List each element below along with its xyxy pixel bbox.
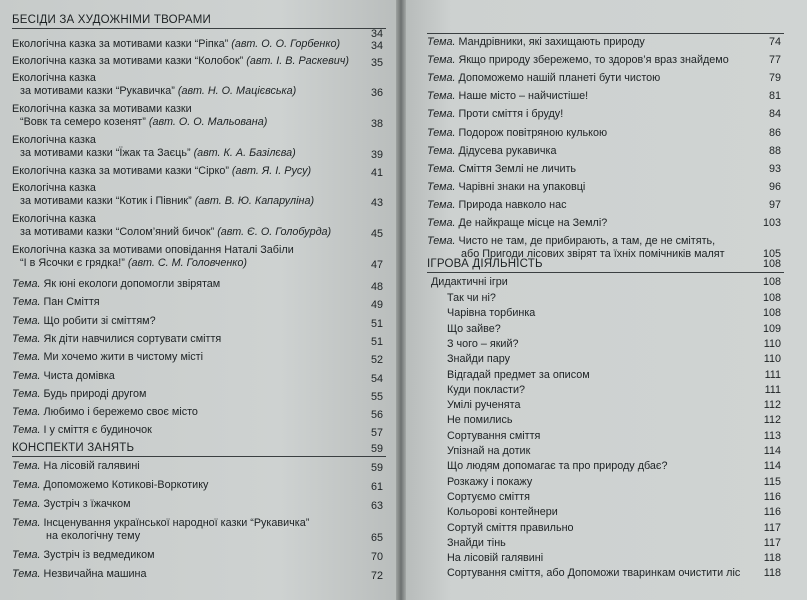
page-number: 57 [370,427,383,440]
entry-line [427,36,645,49]
toc-entry [427,72,660,85]
toc-entry [12,38,340,51]
entry-author: (авт. О. О. Мальована) [148,116,268,128]
page-number: 110 [763,337,781,350]
entry-text: за мотивами казки “Котик і Півник” (авт. В. Ю. Капаруліна) [20,195,315,207]
page-number: 86 [768,126,781,139]
page-number: 35 [370,57,383,69]
section-heading: ІГРОВА ДІЯЛЬНІСТЬ [427,258,543,270]
toc-entry [12,244,294,270]
page-number: 39 [370,149,383,161]
entry-author: (авт. О. О. Горбенко) [231,38,341,50]
entry-label: Тема. [12,479,41,491]
page-number: 79 [768,72,781,85]
page-number: 108 [762,276,781,288]
game-entry: Сортування сміття, або Допоможи тваринкам очистити ліс [447,567,741,580]
entry-text: Чисто не там, де прибирають, а там, де не смітять, [458,235,716,248]
entry-text: Чарівні знаки на упаковці [458,180,586,193]
page-number: 113 [763,429,781,442]
game-entry: Відгадай предмет за описом [447,368,590,381]
separator-line [427,272,784,273]
entry-author: (авт. Я. І. Русу) [231,165,312,177]
entry-text: Екологічна казка за мотивами казки “Колобок” (авт. І. В. Раскевич) [12,55,349,67]
entry-label: Тема. [12,332,41,345]
entry-text: на екологічну тему [46,530,141,542]
page-number: 59 [370,443,383,455]
entry-text: Проти сміття і бруду! [458,108,564,121]
toc-entry [12,498,131,511]
game-entry: Розкажу і покажу [447,475,533,488]
toc-entry [12,72,296,98]
entry-line [427,235,725,248]
entry-line [427,72,660,85]
entry-text: Будь природі другом [43,387,147,400]
entry-text: Допоможемо нашій планеті бути чистою [458,72,661,85]
entry-line [12,549,155,562]
separator-line [427,33,784,34]
toc-entry [12,370,115,383]
entry-line [427,54,729,67]
entry-text: “І в Ясочки є грядка!” (авт. С. М. Головченко) [20,257,248,269]
entry-author: (авт. І. В. Раскевич) [246,55,349,67]
entry-text: Екологічна казка [12,134,96,146]
page-number: 108 [762,292,781,304]
entry-text: Де найкраще місце на Землі? [458,217,608,229]
page-number: 116 [763,490,781,503]
toc-entry [12,517,309,543]
toc-entry [427,36,645,49]
game-entry: З чого – який? [447,337,519,350]
entry-label: Тема. [12,314,41,327]
game-entry: Сортуй сміття правильно [447,521,574,534]
page-number: 47 [370,259,383,271]
page-number: 55 [370,390,383,403]
entry-text: або Пригоди лісових звірят та їхніх помічників малят [461,248,725,261]
page-number: 112 [763,399,781,412]
toc-entry [427,90,588,103]
page-number: 65 [370,532,383,544]
entry-text: Екологічна казка за мотивами оповідання Наталі Забіли [12,244,294,256]
entry-label: Тема. [12,406,41,419]
entry-text: “Вовк та семеро козенят” (авт. О. О. Мальована) [20,116,268,128]
game-entry: Кольорові контейнери [447,506,558,519]
entry-line [12,479,208,492]
entry-line [12,517,309,530]
page-number: 36 [370,87,383,99]
section-heading: БЕСІДИ ЗА ХУДОЖНІМИ ТВОРАМИ [12,14,211,26]
book-gutter [396,0,406,600]
page-number: 108 [762,258,781,270]
page-number: 45 [370,228,383,240]
entry-text: за мотивами казки “Рукавичка” (авт. Н. О. Мацієвська) [20,85,297,97]
page-number: 118 [763,552,781,565]
entry-text: Ми хочемо жити в чистому місті [43,351,204,364]
entry-line [427,181,585,194]
toc-entry [12,182,314,208]
entry-line [427,90,588,103]
entry-text: за мотивами казки “Їжак та Заєць” (авт. К. А. Базілєва) [20,147,296,159]
game-entry: Що зайве? [447,322,501,335]
page-number: 117 [763,536,781,549]
entry-text: Любимо і бережемо своє місто [43,406,198,419]
toc-entry [427,54,729,67]
game-entry: Чарівна торбинка [447,307,536,320]
entry-label: Тема. [427,126,456,139]
page-number: 49 [370,299,383,312]
toc-entry [12,296,100,309]
separator-line [12,456,386,457]
entry-label: Тема. [427,144,456,157]
entry-label: Тема. [427,198,456,211]
page-number: 111 [764,368,781,381]
entry-text: Інсценування української народної казки “Рукавичка” [43,517,310,529]
page-number: 51 [370,335,383,348]
entry-line [427,108,563,121]
page-number: 114 [763,445,781,457]
game-entry: Що людям допомагає та про природу дбає? [447,460,668,473]
entry-text: Чиста домівка [43,369,115,382]
entry-text: Природа навколо нас [458,198,567,211]
game-entry: Знайди тінь [447,536,506,549]
separator-line [12,28,386,29]
entry-text: Як юні екологи допомогли звірятам [43,278,221,290]
toc-entry [12,549,155,562]
page-number: 34 [370,28,383,40]
page-number: 88 [768,144,781,157]
entry-author: (авт. В. Ю. Капаруліна) [194,195,315,207]
page-number: 108 [762,307,781,320]
game-entry: Так чи ні? [447,292,496,304]
entry-line [12,460,140,473]
toc-entry [12,479,208,492]
entry-text: за мотивами казки “Солом’яний бичок” (авт. Є. О. Голобурда) [20,226,332,238]
toc-entry [12,568,147,581]
page-number: 114 [763,460,781,473]
section-heading: КОНСПЕКТИ ЗАНЯТЬ [12,442,135,454]
entry-label: Тема. [427,180,456,193]
entry-author: (авт. К. А. Базілєва) [193,147,296,159]
toc-entry [427,199,567,212]
entry-text: Екологічна казка [12,72,96,84]
entry-label: Тема. [427,108,456,121]
game-entry: Не помились [447,414,513,427]
entry-text: Мандрівники, які захищають природу [458,36,645,48]
entry-line [427,199,567,212]
entry-label: Тема. [12,517,41,529]
page-number: 56 [370,409,383,422]
entry-label: Тема. [12,568,41,580]
page-number: 81 [768,90,781,103]
page-number: 105 [762,248,781,261]
toc-entry [427,127,607,140]
entry-text: І у сміття є будиночок [43,424,152,437]
toc-entry [12,103,267,129]
entry-label: Тема. [427,72,456,85]
entry-text: Як діти навчилися сортувати сміття [43,332,222,345]
toc-entry [12,165,311,178]
entry-text: Наше місто – найчистіше! [458,90,589,103]
toc-entry [12,278,220,291]
entry-label: Тема. [427,235,456,248]
page-number: 61 [370,481,383,493]
page-number: 74 [768,36,781,48]
entry-label: Тема. [12,351,41,364]
page-number: 118 [763,567,781,580]
entry-label: Тема. [12,296,41,309]
entry-text: На лісовій галявині [43,460,140,472]
entry-label: Тема. [12,278,41,290]
entry-line [427,127,607,140]
toc-entry [427,108,563,121]
entry-label: Тема. [12,498,41,510]
entry-author: (авт. С. М. Головченко) [127,257,248,269]
entry-line [427,217,607,230]
page-number: 116 [763,506,781,519]
entry-author: (авт. Н. О. Мацієвська) [177,85,297,97]
entry-text: Пан Сміття [43,296,100,309]
entry-text: Подорож повітряною кулькою [458,126,608,139]
entry-text: Зустріч з їжачком [43,498,131,510]
entry-text: Допоможемо Котикові-Воркотику [43,479,209,491]
page-number: 111 [764,383,781,396]
entry-label: Тема. [427,54,456,67]
game-entry: Сортування сміття [447,429,541,442]
page-number: 59 [370,462,383,474]
page-number: 54 [370,372,383,385]
entry-label: Тема. [12,369,41,382]
entry-author: (авт. Є. О. Голобурда) [217,226,332,238]
entry-text: Незвичайна машина [43,568,147,580]
entry-text: Екологічна казка [12,182,96,194]
entry-label: Тема. [427,36,456,48]
toc-entry [12,388,146,401]
right-page [403,0,807,600]
game-entry: Знайди пару [447,353,510,366]
game-entry: Умілі рученята [447,399,521,412]
entry-label: Тема. [12,387,41,400]
toc-entry [427,163,576,176]
page-number: 96 [768,180,781,193]
entry-label: Тема. [427,217,456,229]
toc-entry [12,315,156,328]
page-number: 110 [763,353,781,366]
entry-text: Екологічна казка за мотивами казки “Ріпка” (авт. О. О. Горбенко) [12,38,341,50]
toc-entry [12,351,203,364]
entry-text: Екологічна казка за мотивами казки [12,103,192,115]
entry-line [427,145,556,158]
page-number: 103 [762,217,781,229]
entry-label: Тема. [12,424,41,437]
page-number: 51 [370,317,383,330]
page-number: 109 [762,322,781,335]
toc-entry [12,460,140,473]
entry-text: Екологічна казка за мотивами казки “Сірко” (авт. Я. І. Русу) [12,165,312,177]
game-entry: На лісовій галявині [447,552,544,565]
toc-entry [12,213,331,239]
page-number: 41 [370,167,383,179]
entry-text: Сміття Землі не личить [458,162,577,175]
entry-line [12,568,147,581]
entry-label: Тема. [427,162,456,175]
page-number: 43 [370,197,383,209]
page-number: 117 [763,521,781,534]
game-entry: Сортуємо сміття [447,490,530,503]
page-number: 48 [370,281,383,293]
entry-text: Що робити зі сміттям? [43,314,156,327]
entry-label: Тема. [12,549,41,561]
page-number: 112 [763,414,781,427]
toc-entry [12,134,296,160]
entry-label: Тема. [12,460,41,472]
page-number: 115 [763,475,781,488]
page-number: 38 [370,118,383,130]
entry-text: Якщо природу збережемо, то здоров’я враз знайдемо [458,54,729,67]
entry-line [427,163,576,176]
page-number: 93 [768,162,781,175]
page-number: 70 [370,551,383,563]
game-entry: Куди покласти? [447,383,526,396]
left-page [0,0,399,600]
toc-entry [427,145,556,158]
toc-entry [12,406,198,419]
page-number: 84 [768,108,781,121]
entry-text: Зустріч із ведмедиком [43,549,155,561]
entry-text: Дідусева рукавичка [458,144,557,157]
entry-line [12,498,131,511]
page-number: 34 [370,40,383,52]
entry-label: Тема. [427,90,456,103]
subsection-heading: Дидактичні ігри [431,276,508,288]
page-number: 52 [370,354,383,367]
page-number: 72 [370,570,383,582]
toc-entry [427,217,607,230]
toc-entry [12,333,221,346]
page-number: 77 [768,54,781,67]
toc-entry [12,55,349,68]
toc-entry [427,181,585,194]
entry-text: Екологічна казка [12,213,96,225]
page-number: 97 [768,198,781,211]
toc-entry [12,424,152,437]
page-number: 63 [370,500,383,512]
game-entry: Упізнай на дотик [447,445,531,457]
